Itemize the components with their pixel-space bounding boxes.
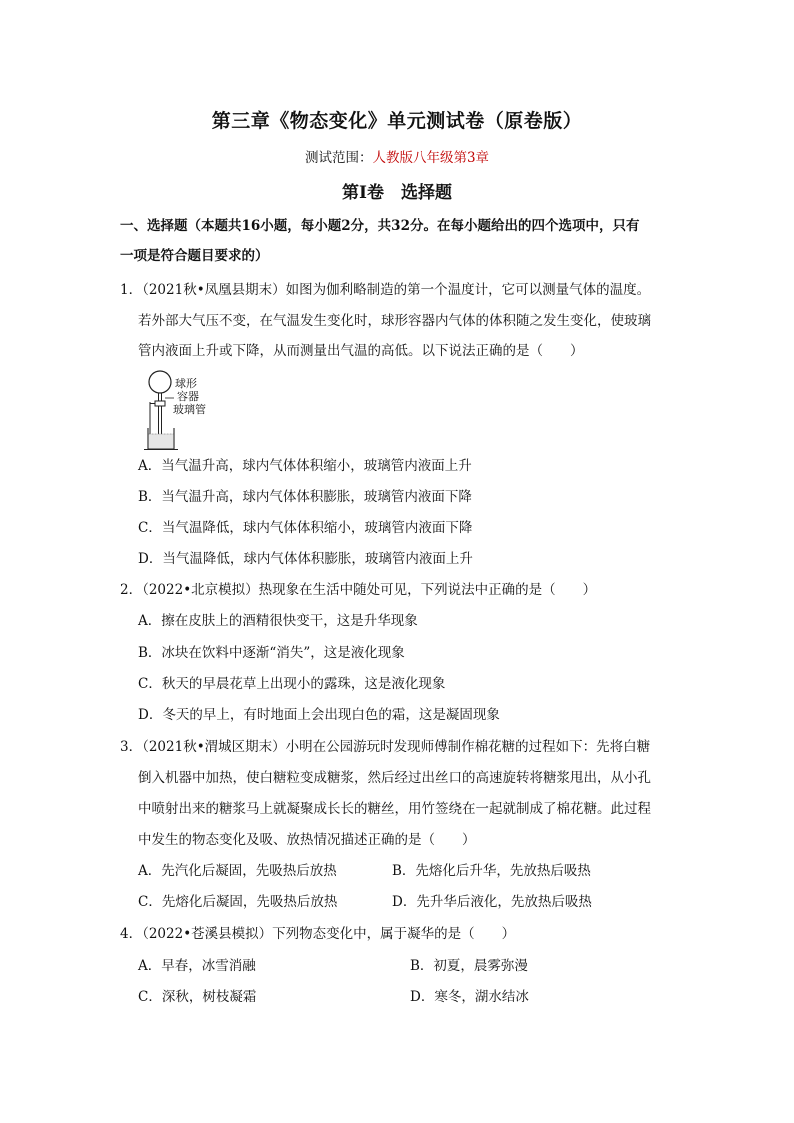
q3-stem-line1: 3．（2021秋•渭城区期末）小明在公园游玩时发现师傅制作棉花糖的过程如下：先将白糖 [120, 739, 651, 755]
test-range-value: 人教版八年级第3章 [372, 150, 490, 166]
q4-stem: 4．（2022•苍溪县模拟）下列物态变化中，属于凝华的是（ ） [120, 926, 516, 942]
q1-stem-line3: 管内液面上升或下降，从而测量出气温的高低。以下说法正确的是（ ） [138, 343, 584, 359]
q2-option-b: B．冰块在饮料中逐渐“消失”，这是液化现象 [138, 645, 405, 661]
fig-label-container: 容器 [177, 390, 199, 403]
q1-option-b: B．当气温升高，球内气体体积膨胀，玻璃管内液面下降 [138, 489, 472, 505]
test-range-label: 测试范围： [304, 150, 373, 166]
q4-option-d: D．寒冬，湖水结冰 [410, 989, 529, 1005]
q4-option-a: A．早春，冰雪消融 [138, 958, 256, 974]
q1-option-a: A．当气温升高，球内气体体积缩小，玻璃管内液面上升 [138, 458, 472, 474]
beaker-liquid [149, 434, 174, 448]
q2-option-c: C．秋天的早晨花草上出现小的露珠，这是液化现象 [138, 676, 446, 692]
q1-option-c: C．当气温降低，球内气体体积缩小，玻璃管内液面下降 [138, 520, 473, 536]
q1-stem-line2: 若外部大气压不变，在气温发生变化时，球形容器内气体的体积随之发生变化，使玻璃 [138, 313, 651, 329]
q1-stem-line1: 1．（2021秋•凤凰县期末）如图为伽利略制造的第一个温度计，它可以测量气体的温度。 [120, 282, 651, 298]
q2-stem: 2．（2022•北京模拟）热现象在生活中随处可见，下列说法中正确的是（ ） [120, 582, 597, 598]
q3-option-c: C．先熔化后凝固，先吸热后放热 [138, 894, 338, 910]
volume-title: 第Ⅰ卷 选择题 [342, 183, 452, 203]
q4-option-c: C．深秋，树枝凝霜 [138, 989, 257, 1005]
q2-option-d: D．冬天的早上，有时地面上会出现白色的霜，这是凝固现象 [138, 707, 500, 723]
fig-label-sphere: 球形 [175, 377, 197, 390]
q3-option-b: B．先熔化后升华，先放热后吸热 [392, 863, 591, 879]
spherical-container [149, 371, 171, 393]
thermometer-figure [140, 368, 230, 452]
q3-option-a: A．先汽化后凝固，先吸热后放热 [138, 863, 337, 879]
q3-option-d: D．先升华后液化，先放热后吸热 [392, 894, 592, 910]
fig-label-tube: 玻璃管 [173, 403, 206, 416]
section-heading-line2: 一项是符合题目要求的） [120, 248, 269, 264]
tube-clamp [155, 401, 165, 406]
test-range [0, 146, 794, 166]
section-heading-line1: 一、选择题（本题共16小题，每小题2分，共32分。在每小题给出的四个选项中，只有 [120, 218, 640, 234]
q1-option-d: D．当气温降低，球内气体体积膨胀，玻璃管内液面上升 [138, 551, 473, 567]
q3-stem-line2: 倒入机器中加热，使白糖粒变成糖浆，然后经过出丝口的高速旋转将糖浆甩出，从小孔 [138, 770, 651, 786]
q3-stem-line3: 中喷射出来的糖浆马上就凝聚成长长的糖丝，用竹签绕在一起就制成了棉花糖。此过程 [138, 801, 651, 817]
q3-stem-line4: 中发生的物态变化及吸、放热情况描述正确的是（ ） [138, 832, 476, 848]
q2-option-a: A．擦在皮肤上的酒精很快变干，这是升华现象 [138, 613, 418, 629]
page-title: 第三章《物态变化》单元测试卷（原卷版） [211, 110, 583, 132]
q4-option-b: B．初夏，晨雾弥漫 [410, 958, 528, 974]
